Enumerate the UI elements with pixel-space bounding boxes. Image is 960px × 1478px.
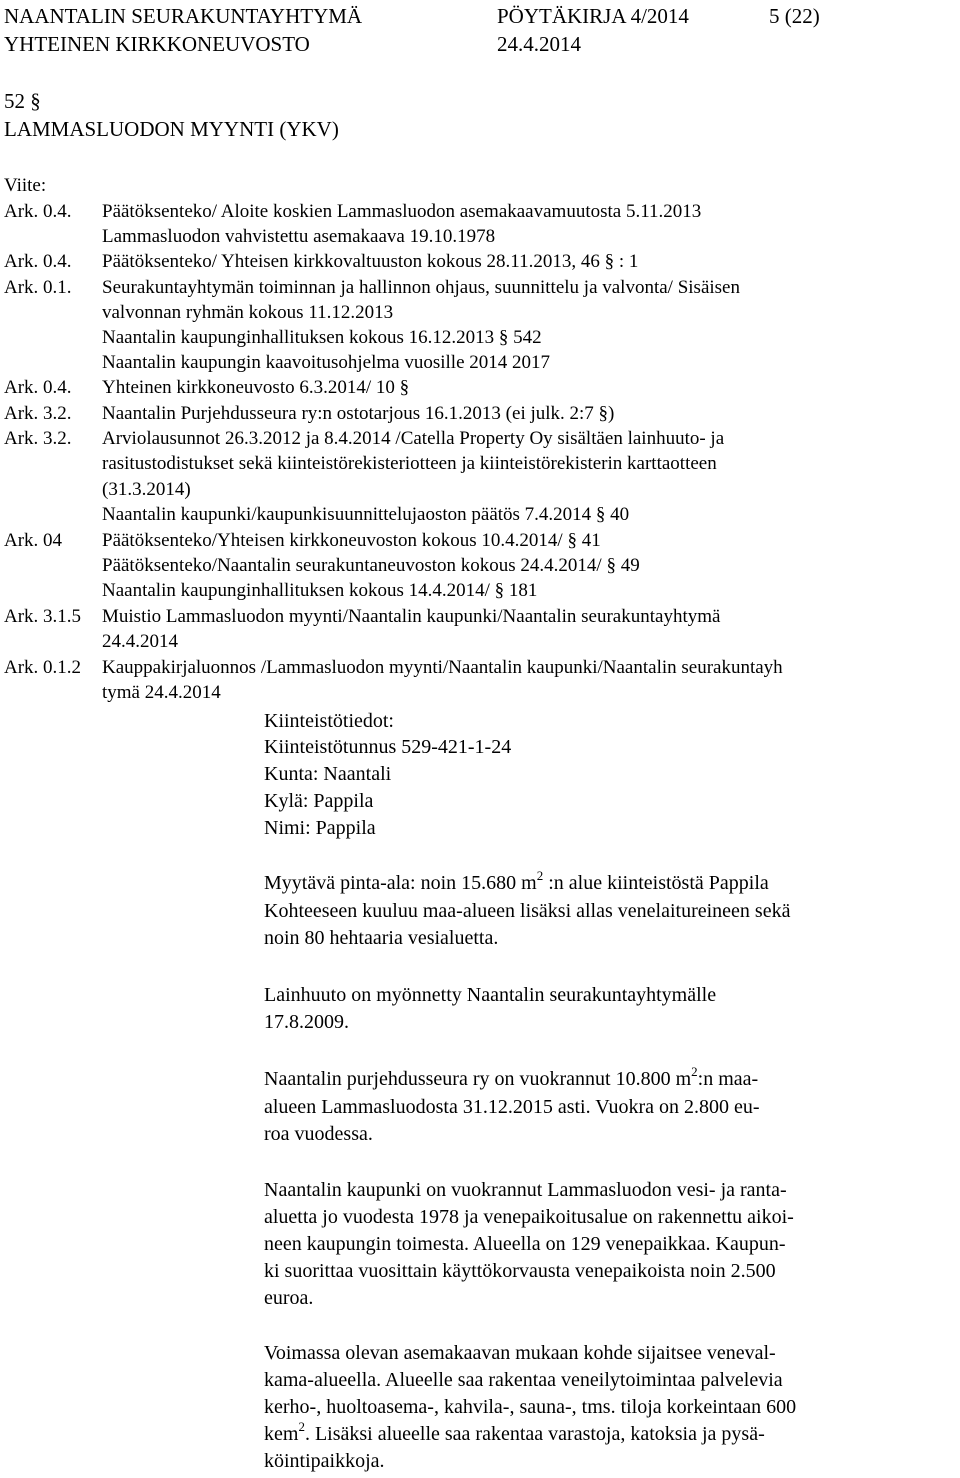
ref-code: Ark. 3.2. xyxy=(4,403,72,424)
plan-superscript: 2 xyxy=(298,1419,305,1434)
ref-code: Ark. 04 xyxy=(4,530,63,551)
ref-text: Arviolausunnot 26.3.2012 ja 8.4.2014 /Catella Property Oy sisältäen lainhuuto- ja xyxy=(102,428,725,449)
ref-text: Muistio Lammasluodon myynti/Naantalin kaupunki/Naantalin seurakuntayhtymä xyxy=(102,606,721,627)
city-line-5: euroa. xyxy=(264,1287,314,1309)
ref-text: rasitustodistukset sekä kiinteistörekisteriotteen ja kiinteistörekisterin karttaotteen xyxy=(102,453,717,474)
ref-text: Lammasluodon vahvistettu asemakaava 19.10.1978 xyxy=(102,226,496,247)
ref-text: Päätöksenteko/Yhteisen kirkkoneuvoston kokous 10.4.2014/ § 41 xyxy=(102,530,601,551)
ref-text: Päätöksenteko/ Aloite koskien Lammasluodon asemakaavamuutosta 5.11.2013 xyxy=(102,201,702,222)
ref-text: 24.4.2014 xyxy=(102,631,178,652)
plan-line-1: Voimassa olevan asemakaavan mukaan kohde sijaitsee veneval- xyxy=(264,1342,776,1364)
ref-code: Ark. 0.4. xyxy=(4,251,72,272)
section-number: 52 xyxy=(4,89,25,113)
references-label: Viite: xyxy=(4,175,47,196)
area-line-1 xyxy=(264,868,769,895)
title-line-2: 17.8.2009. xyxy=(264,1011,349,1033)
ref-text: valvonnan ryhmän kokous 11.12.2013 xyxy=(102,302,394,323)
property-village: Kylä: Pappila xyxy=(264,790,374,812)
city-line-2: aluetta jo vuodesta 1978 ja venepaikoitusalue on rakennettu aikoi- xyxy=(264,1206,794,1228)
plan-line-4 xyxy=(264,1419,765,1446)
area-line-3: noin 80 hehtaaria vesialuetta. xyxy=(264,927,499,949)
ref-code: Ark. 0.1.2 xyxy=(4,657,82,678)
city-line-3: neen kaupungin toimesta. Alueella on 129 venepaikkaa. Kaupun- xyxy=(264,1233,786,1255)
ref-text: Päätöksenteko/Naantalin seurakuntaneuvoston kokous 24.4.2014/ § 49 xyxy=(102,555,640,576)
ref-text: Seurakuntayhtymän toiminnan ja hallinnon ohjaus, suunnittelu ja valvonta/ Sisäisen xyxy=(102,277,740,298)
area-superscript: 2 xyxy=(536,868,544,883)
lease-text: Naantalin purjehdusseura ry on vuokrannut 10.800 m xyxy=(264,1068,692,1090)
ref-text: Päätöksenteko/ Yhteisen kirkkovaltuuston kokous 28.11.2013, 46 § : 1 xyxy=(102,251,639,272)
lease-text-cont: :n maa- xyxy=(697,1068,759,1090)
area-line-2: Kohteeseen kuuluu maa-alueen lisäksi allas venelaitureineen sekä xyxy=(264,900,791,922)
ref-code: Ark. 3.1.5 xyxy=(4,606,82,627)
plan-line-5: köintipaikkoja. xyxy=(264,1450,385,1472)
plan-text: kem xyxy=(264,1423,299,1445)
lease-line-2: alueen Lammasluodosta 31.12.2015 asti. Vuokra on 2.800 eu- xyxy=(264,1096,760,1118)
ref-text: Kauppakirjaluonnos /Lammasluodon myynti/Naantalin kaupunki/Naantalin seurakuntayh xyxy=(102,657,783,678)
area-text: Myytävä pinta-ala: noin 15.680 m xyxy=(264,872,537,894)
ref-code: Ark. 0.1. xyxy=(4,277,72,298)
property-id: Kiinteistötunnus 529-421-1-24 xyxy=(264,736,512,758)
ref-text: tymä 24.4.2014 xyxy=(102,682,221,703)
area-text-cont: :n alue kiinteistöstä Pappila xyxy=(548,872,769,894)
plan-text-cont: . Lisäksi alueelle saa rakentaa varastoja, katoksia ja pysä- xyxy=(304,1423,765,1445)
ref-text: Naantalin kaupungin kaavoitusohjelma vuosille 2014 2017 xyxy=(102,352,551,373)
city-line-4: ki suorittaa vuosittain käyttökorvausta venepaikoista noin 2.500 xyxy=(264,1260,776,1282)
ref-text: (31.3.2014) xyxy=(102,479,191,500)
header-page-number: 5 (22) xyxy=(769,4,820,28)
lease-line-3: roa vuodessa. xyxy=(264,1123,373,1145)
lease-superscript: 2 xyxy=(691,1064,698,1079)
header-board: YHTEINEN KIRKKONEUVOSTO xyxy=(4,32,310,56)
plan-line-3: kerho-, huoltoasema-, kahvila-, sauna-, tms. tiloja korkeintaan 600 xyxy=(264,1396,797,1418)
ref-code: Ark. 3.2. xyxy=(4,428,72,449)
city-line-1: Naantalin kaupunki on vuokrannut Lammasluodon vesi- ja ranta- xyxy=(264,1179,787,1201)
ref-text: Yhteinen kirkkoneuvosto 6.3.2014/ 10 § xyxy=(102,377,410,398)
section-heading-number xyxy=(4,89,41,114)
ref-text: Naantalin kaupunki/kaupunkisuunnittelujaoston päätös 7.4.2014 § 40 xyxy=(102,504,630,525)
property-heading: Kiinteistötiedot: xyxy=(264,710,394,732)
property-name: Nimi: Pappila xyxy=(264,817,376,839)
header-org: NAANTALIN SEURAKUNTAYHTYMÄ xyxy=(4,4,363,28)
header-doc-type: PÖYTÄKIRJA 4/2014 xyxy=(497,4,689,28)
ref-code: Ark. 0.4. xyxy=(4,377,72,398)
title-line-1: Lainhuuto on myönnetty Naantalin seurakuntayhtymälle xyxy=(264,984,717,1006)
ref-text: Naantalin kaupunginhallituksen kokous 14.4.2014/ § 181 xyxy=(102,580,538,601)
header-date: 24.4.2014 xyxy=(497,32,581,56)
section-symbol: § xyxy=(30,89,41,113)
ref-text: Naantalin kaupunginhallituksen kokous 16.12.2013 § 542 xyxy=(102,327,542,348)
lease-line-1 xyxy=(264,1064,759,1091)
section-title: LAMMASLUODON MYYNTI (YKV) xyxy=(4,117,339,141)
ref-text: Naantalin Purjehdusseura ry:n ostotarjous 16.1.2013 (ei julk. 2:7 §) xyxy=(102,403,615,424)
plan-line-2: kama-alueella. Alueelle saa rakentaa veneilytoimintaa palvelevia xyxy=(264,1369,783,1391)
property-municipality: Kunta: Naantali xyxy=(264,763,392,785)
ref-code: Ark. 0.4. xyxy=(4,201,72,222)
